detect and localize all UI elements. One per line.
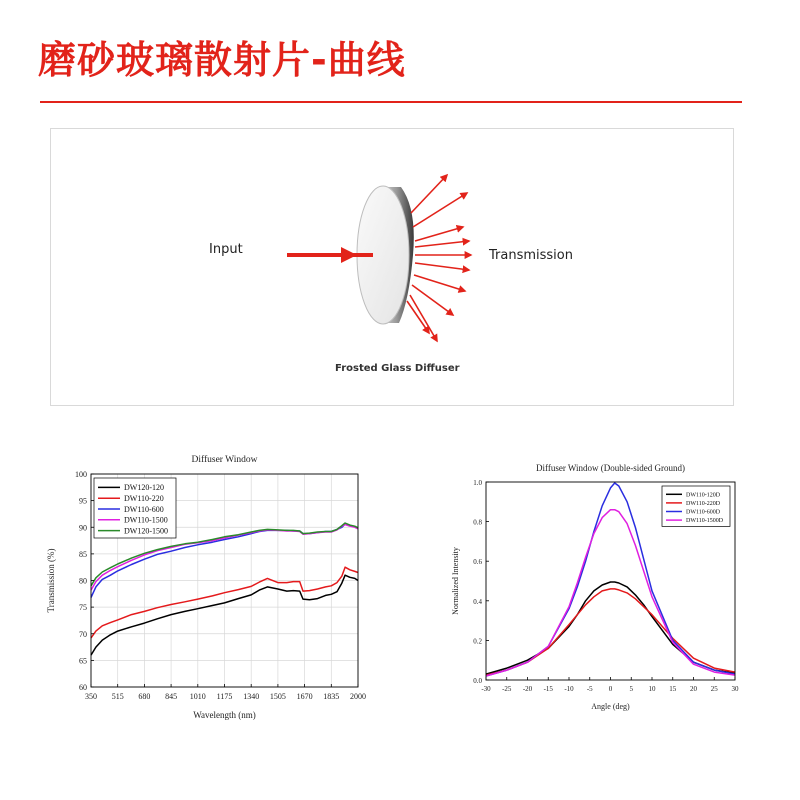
x-tick-label: 15 <box>669 685 677 693</box>
y-tick-label: 85 <box>79 549 87 559</box>
legend-label: DW120-1500 <box>124 526 168 536</box>
y-tick-label: 1.0 <box>473 479 482 487</box>
legend-label: DW110-220 <box>124 494 164 503</box>
y-tick-label: 60 <box>79 683 87 692</box>
legend-label: DW110-220D <box>686 501 721 507</box>
y-tick-label: 0.0 <box>473 677 482 685</box>
x-tick-label: 0 <box>608 685 613 693</box>
x-tick-label: 1505 <box>269 692 286 701</box>
y-tick-label: 80 <box>79 576 87 586</box>
x-tick-label: -5 <box>586 685 593 693</box>
diffuser-diagram-panel <box>50 128 734 406</box>
y-tick-label: 70 <box>79 629 87 639</box>
series-line-dw110-1500d <box>486 510 735 676</box>
title-divider <box>40 101 742 103</box>
scattered-ray-arrows <box>407 175 471 341</box>
x-tick-label: 680 <box>138 692 151 701</box>
y-tick-label: 0.8 <box>473 518 482 527</box>
x-tick-label: 1835 <box>323 692 340 701</box>
angular-intensity-chart <box>440 456 746 718</box>
chart-title: Diffuser Window (Double-sided Ground) <box>535 463 686 473</box>
x-tick-label: 10 <box>648 685 656 693</box>
x-tick-label: 1010 <box>189 692 206 701</box>
x-tick-label: -20 <box>522 685 533 693</box>
angular-intensity-chart-svg <box>440 456 746 718</box>
chart-legend <box>94 478 176 538</box>
x-tick-label: 25 <box>710 685 718 693</box>
legend-label: DW110-600 <box>124 504 164 514</box>
legend-label: DW110-1500D <box>686 518 724 525</box>
input-label: Input <box>209 242 243 257</box>
x-tick-label: -25 <box>502 685 512 693</box>
x-tick-label: -10 <box>564 685 574 693</box>
y-tick-label: 100 <box>75 470 87 479</box>
x-tick-label: 20 <box>690 685 697 693</box>
x-tick-label: 845 <box>165 692 178 701</box>
y-tick-label: 0.2 <box>473 637 482 646</box>
legend-label: DW110-600D <box>686 509 721 516</box>
x-tick-label: -15 <box>543 685 553 693</box>
y-tick-label: 0.6 <box>473 558 482 567</box>
diffuser-diagram <box>51 129 735 407</box>
x-tick-label: 1340 <box>243 692 260 701</box>
x-tick-label: -30 <box>481 685 491 693</box>
y-tick-label: 95 <box>79 496 87 506</box>
x-tick-label: 30 <box>731 685 739 693</box>
x-tick-label: 5 <box>629 685 633 693</box>
y-axis-label: Transmission (%) <box>46 548 56 613</box>
x-tick-label: 2000 <box>350 692 366 701</box>
y-tick-label: 90 <box>79 523 87 533</box>
y-tick-label: 65 <box>79 656 87 666</box>
x-axis-label: Angle (deg) <box>591 702 630 711</box>
page-title: 磨砂玻璃散射片-曲线 <box>38 38 406 82</box>
y-tick-label: 0.4 <box>473 597 482 606</box>
x-tick-label: 515 <box>111 692 124 701</box>
diagram-caption: Frosted Glass Diffuser <box>335 363 460 374</box>
transmission-chart-svg <box>40 444 370 734</box>
y-axis-label: Normalized Intensity <box>451 547 460 615</box>
legend-label: DW120-120 <box>124 483 164 493</box>
x-axis-label: Wavelength (nm) <box>193 710 256 720</box>
x-tick-label: 1670 <box>296 692 313 701</box>
legend-label: DW110-120D <box>686 492 721 499</box>
y-tick-label: 75 <box>79 603 87 613</box>
legend-label: DW110-1500 <box>124 515 168 525</box>
x-tick-label: 1175 <box>216 692 233 701</box>
x-tick-label: 350 <box>85 692 97 701</box>
chart-title: Diffuser Window <box>191 455 258 465</box>
chart-legend <box>662 486 730 526</box>
transmission-chart <box>40 444 370 734</box>
transmission-label: Transmission <box>489 248 573 263</box>
